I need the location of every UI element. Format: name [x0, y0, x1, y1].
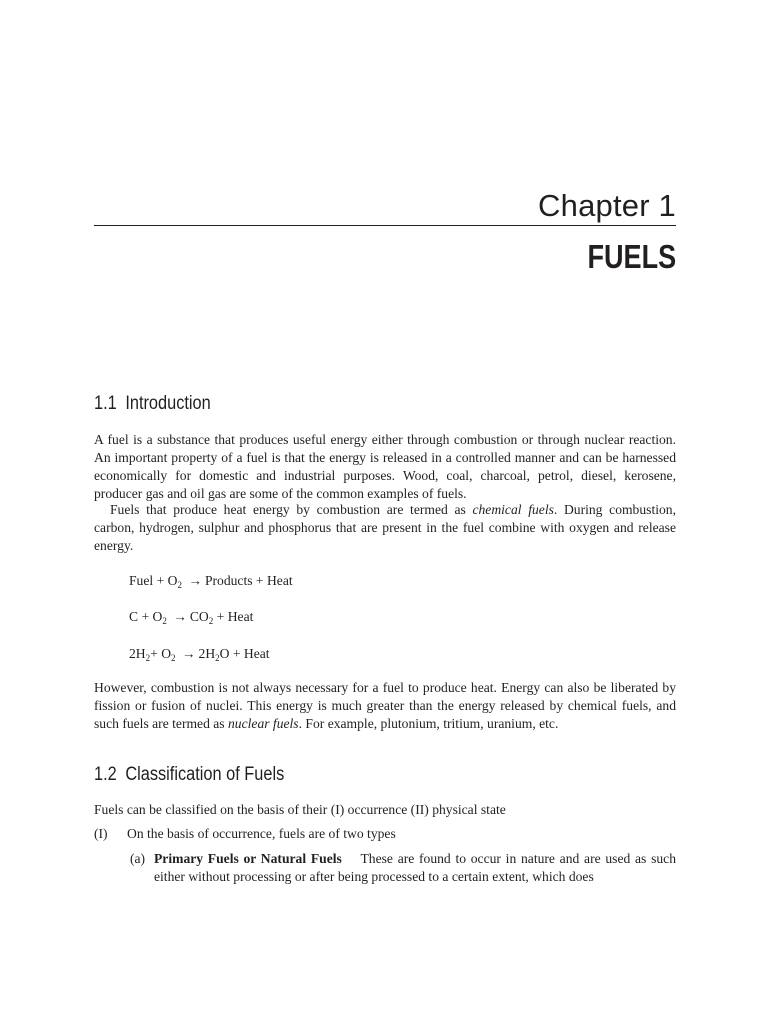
section-heading-classification — [94, 765, 284, 784]
intro-paragraph-2 — [94, 501, 676, 555]
list-item-text: On the basis of occurrence, fuels are of two types — [127, 826, 396, 841]
equation-fuel-combustion — [129, 572, 293, 594]
section-heading-introduction — [94, 394, 211, 413]
equation-carbon-combustion — [129, 608, 253, 630]
chapter-title: FUELS — [587, 238, 676, 275]
eq-term: Fuel + O — [129, 573, 178, 588]
eq-term: 2H — [198, 646, 216, 661]
text-run: However, combustion is not always necessary for a fuel to produce heat. Energy can also be liberated by fission or fusion of nuclei. This energy is much greater than the energy released by chemical fuels, and such fuels are termed as — [94, 680, 676, 731]
list-marker: (a) — [130, 851, 146, 866]
text-run: These are found to occur in nature and are used as such either without processing or after being processed to a certain extent, which does — [154, 851, 676, 884]
equation-hydrogen-combustion — [129, 645, 270, 667]
emphasis-chemical-fuels: chemical fuels — [472, 502, 554, 517]
section-title: Classification of Fuels — [125, 764, 285, 785]
eq-term: C + O — [129, 609, 163, 624]
eq-term: CO — [189, 609, 209, 624]
arrow-icon: → — [181, 646, 196, 661]
term-primary-fuels: Primary Fuels or Natural Fuels — [154, 851, 342, 866]
eq-subscript: 2 — [162, 616, 167, 626]
section-title: Introduction — [125, 393, 211, 414]
eq-subscript: 2 — [171, 653, 176, 663]
eq-term: 2H — [129, 646, 146, 661]
intro-paragraph-3 — [94, 679, 676, 733]
eq-term: O + Heat — [219, 646, 270, 661]
text-run: . During combustion, carbon, hydrogen, sulphur and phosphorus that are present in the fuel combine with oxygen and release energy. — [94, 502, 676, 553]
list-marker: (I) — [94, 826, 108, 841]
eq-term: + O — [150, 646, 172, 661]
text-run: Fuels that produce heat energy by combustion are termed as — [110, 502, 473, 517]
intro-paragraph-1: A fuel is a substance that produces useful energy either through combustion or through nuclear reaction. An important property of a fuel is that the energy is released in a controlled manner and can be harnessed economically for domestic and industrial purposes. Wood, coal, charcoal, petrol, diesel, kerosene, producer gas and oil gas are some of the common examples of fuels. — [94, 432, 676, 501]
document-page — [94, 0, 676, 1024]
arrow-icon: → — [173, 609, 187, 624]
text-run: . For example, plutonium, tritium, uranium, etc. — [298, 716, 559, 731]
eq-subscript: 2 — [145, 653, 151, 663]
chapter-rule — [94, 225, 676, 226]
eq-term: Products + Heat — [204, 573, 293, 588]
eq-term: + Heat — [213, 609, 254, 624]
arrow-icon: → — [188, 573, 202, 588]
eq-subscript: 2 — [177, 580, 182, 590]
list-item-text — [154, 850, 676, 886]
classification-paragraph: Fuels can be classified on the basis of their (I) occurrence (II) physical state — [94, 802, 506, 817]
chapter-label: Chapter 1 — [538, 188, 676, 223]
section-number: 1.1 — [94, 393, 117, 414]
eq-subscript: 2 — [208, 616, 214, 626]
emphasis-nuclear-fuels: nuclear fuels — [228, 716, 299, 731]
eq-subscript: 2 — [215, 653, 220, 663]
section-number: 1.2 — [94, 764, 117, 785]
